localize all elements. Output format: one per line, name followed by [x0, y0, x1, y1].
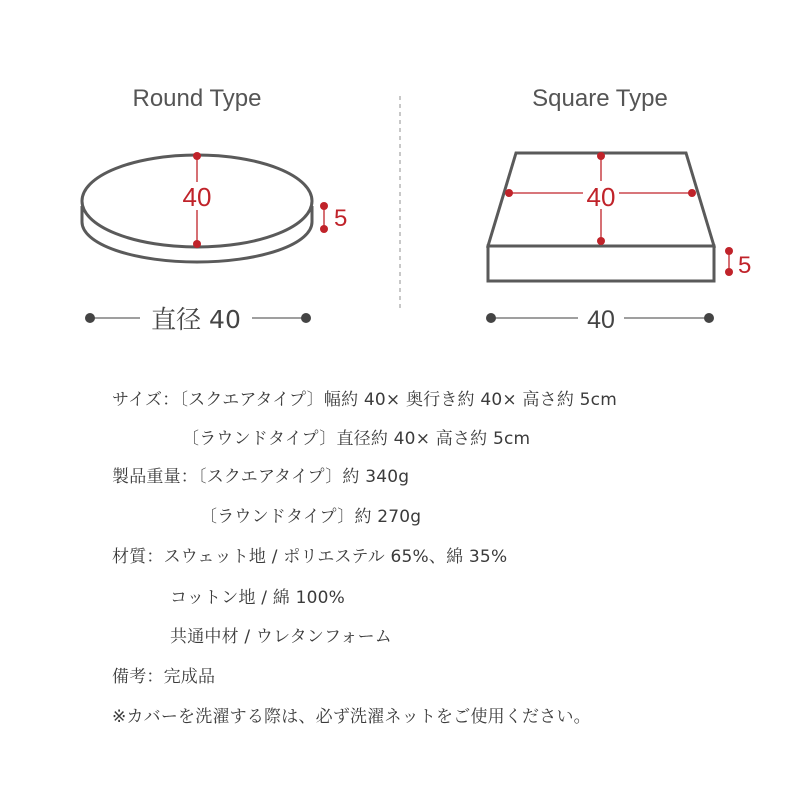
spec-weight-round: 〔ラウンドタイプ〕約 270g — [200, 507, 422, 527]
spec-material-cotton: コットン地 / 綿 100% — [170, 588, 345, 608]
spec-weight-square: 製品重量：〔スクエアタイプ〕約 340g — [112, 467, 410, 487]
round-width-dimension-label: 直径 40 — [151, 305, 241, 334]
spec-material-filling: 共通中材 / ウレタンフォーム — [170, 627, 393, 647]
round-type-figure — [82, 85, 347, 334]
round-height-dimension-label: 5 — [334, 205, 348, 232]
square-width-bottom-dimension-label: 40 — [587, 306, 615, 334]
square-cushion-front — [488, 246, 714, 281]
square-height-dimension-label: 5 — [738, 252, 752, 279]
round-height-dot-bottom — [320, 225, 328, 233]
square-height-dot-bottom — [725, 268, 733, 276]
square-depth-dot-top — [597, 152, 605, 160]
round-inner-dot-bottom — [193, 240, 201, 248]
round-width-dot-left — [85, 313, 95, 323]
spec-size-square: サイズ：〔スクエアタイプ〕幅約 40× 奥行き約 40× 高さ約 5cm — [112, 390, 617, 410]
square-type-title: Square Type — [532, 85, 668, 112]
round-inner-dot-top — [193, 152, 201, 160]
round-height-dot-top — [320, 202, 328, 210]
spec-caution: ※カバーを洗濯する際は、必ず洗濯ネットをご使用ください。 — [112, 707, 591, 727]
square-width-dot-left — [505, 189, 513, 197]
round-width-dot-right — [301, 313, 311, 323]
square-inner-dimension-label: 40 — [586, 182, 616, 212]
round-type-title: Round Type — [132, 85, 262, 112]
spec-note: 備考：完成品 — [112, 667, 216, 687]
square-bottom-dot-right — [704, 313, 714, 323]
square-bottom-dot-left — [486, 313, 496, 323]
product-dimension-diagram — [0, 0, 800, 340]
square-height-dot-top — [725, 247, 733, 255]
square-width-dot-right — [688, 189, 696, 197]
square-type-figure — [486, 85, 751, 334]
spec-size-round: 〔ラウンドタイプ〕直径約 40× 高さ約 5cm — [182, 429, 531, 449]
round-inner-dimension-label: 40 — [182, 182, 212, 212]
spec-material-sweat: 材質：スウェット地 / ポリエステル 65%、綿 35% — [112, 547, 508, 567]
square-depth-dot-bottom — [597, 237, 605, 245]
